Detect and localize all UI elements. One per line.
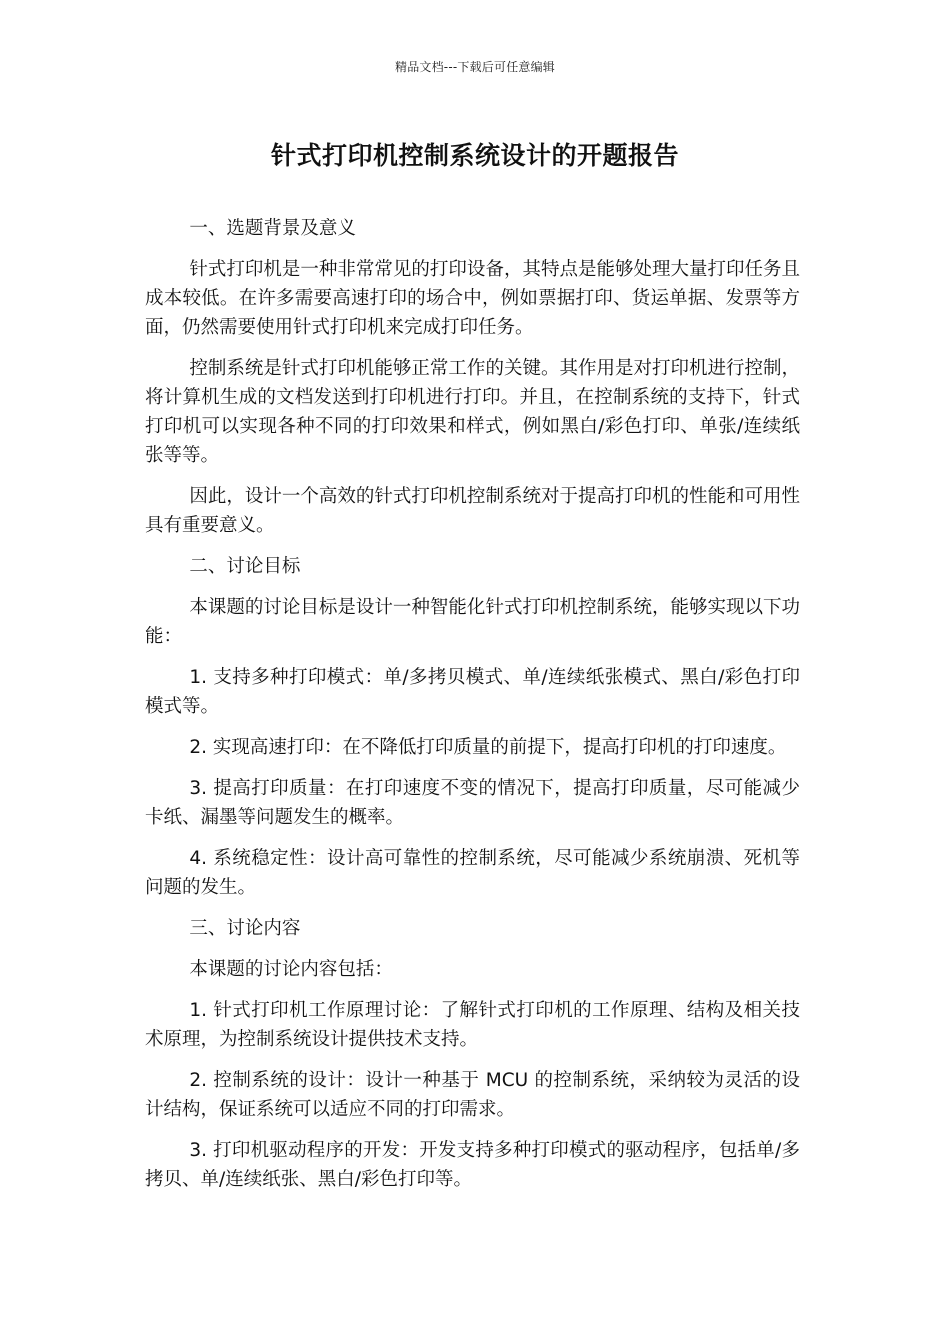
section-heading-content: 三、讨论内容 [189,918,301,939]
paragraph-goals-intro: 本课题的讨论目标是设计一种智能化针式打印机控制系统，能够实现以下功能： [145,597,800,647]
list-item-goal-4: 4. 系统稳定性：设计高可靠性的控制系统，尽可能减少系统崩溃、死机等问题的发生。 [145,848,800,898]
header-note: 精品文档---下载后可任意编辑 [395,60,555,74]
document-body [145,214,800,1206]
list-item-content-3: 3. 打印机驱动程序的开发：开发支持多种打印模式的驱动程序，包括单/多拷贝、单/连续纸张、黑白/彩色打印等。 [145,1140,800,1190]
paragraph-content-intro: 本课题的讨论内容包括： [189,959,393,980]
list-item-goal-2: 2. 实现高速打印：在不降低打印质量的前提下，提高打印机的打印速度。 [189,737,787,758]
list-item-goal-3: 3. 提高打印质量：在打印速度不变的情况下，提高打印质量，尽可能减少卡纸、漏墨等问题发生的概率。 [145,778,800,828]
section-heading-goals: 二、讨论目标 [189,556,301,577]
paragraph-background-1: 针式打印机是一种非常常见的打印设备，其特点是能够处理大量打印任务且成本较低。在许多需要高速打印的场合中，例如票据打印、货运单据、发票等方面，仍然需要使用针式打印机来完成打印任务。 [145,259,800,338]
list-item-goal-1: 1. 支持多种打印模式：单/多拷贝模式、单/连续纸张模式、黑白/彩色打印模式等。 [145,667,800,717]
list-item-content-1: 1. 针式打印机工作原理讨论：了解针式打印机的工作原理、结构及相关技术原理，为控制系统设计提供技术支持。 [145,1000,800,1050]
document-title: 针式打印机控制系统设计的开题报告 [270,141,679,170]
paragraph-background-2: 控制系统是针式打印机能够正常工作的关键。其作用是对打印机进行控制，将计算机生成的文档发送到打印机进行打印。并且，在控制系统的支持下，针式打印机可以实现各种不同的打印效果和样式，例如黑白/彩色打印、单张/连续纸张等等。 [145,358,800,466]
paragraph-background-3: 因此，设计一个高效的针式打印机控制系统对于提高打印机的性能和可用性具有重要意义。 [145,486,800,536]
section-heading-background: 一、选题背景及意义 [189,218,356,239]
list-item-content-2: 2. 控制系统的设计：设计一种基于 MCU 的控制系统，采纳较为灵活的设计结构，保证系统可以适应不同的打印需求。 [145,1070,800,1120]
